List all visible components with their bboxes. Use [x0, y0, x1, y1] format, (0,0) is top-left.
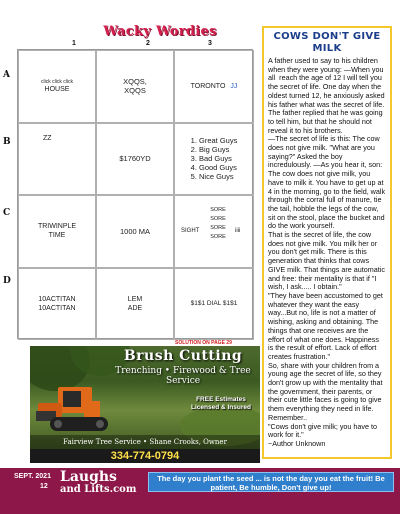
puzzle-a2-line1: XQQS,: [123, 77, 147, 87]
row-header-b: B: [3, 137, 11, 147]
puzzle-d1-line2: 10ACTITAN: [38, 304, 76, 312]
story-title: COWS DON'T GIVE MILK: [273, 31, 381, 54]
column-header-2: 2: [146, 40, 150, 47]
puzzle-c1: [18, 195, 96, 268]
puzzle-d2: [96, 268, 174, 341]
puzzle-b3-item: 5. Nice Guys: [190, 172, 234, 182]
story-box: [262, 26, 392, 459]
puzzle-d2-line1: LEM: [127, 295, 143, 303]
puzzle-a1-line1: click click click: [41, 78, 73, 85]
puzzle-d2-line2: ADE: [127, 304, 143, 312]
puzzle-c1-line1: TRIWINPLE: [37, 223, 77, 231]
puzzle-a1: [18, 50, 96, 123]
puzzle-b1-text: ZZ: [43, 134, 52, 142]
column-header-1: 1: [72, 40, 76, 47]
page-footer: [0, 468, 400, 514]
track-loader-icon: [36, 381, 116, 436]
puzzle-d3: [174, 268, 254, 341]
puzzle-a1-line2: HOUSE: [44, 85, 70, 93]
wacky-wordies-title: Wacky Wordies: [103, 24, 217, 39]
puzzle-b3-item: 1. Great Guys: [190, 136, 238, 146]
puzzle-c3: [174, 195, 254, 268]
puzzle-d1-line1: 10ACTITAN: [38, 295, 76, 303]
puzzle-d1: [18, 268, 96, 341]
ad-subtitle: Trenching • Firewood & Tree Service: [115, 366, 251, 386]
solution-note: SOLUTION ON PAGE 29: [175, 340, 232, 346]
ad-free-estimates: FREE Estimates Licensed & Insured: [191, 396, 251, 411]
footer-tagline: The day you plant the seed ... is not the day you eat the fruit! Be patient, Be humble, Don't give up!: [148, 472, 394, 492]
puzzle-a2: [96, 50, 174, 123]
ad-business-name: Fairview Tree Service • Shane Crooks, Owner: [30, 435, 260, 449]
puzzle-a3-text: TORONTO: [190, 82, 226, 90]
puzzle-b3-item: 4. Good Guys: [190, 163, 237, 173]
wacky-wordies-grid: [17, 49, 253, 339]
puzzle-c3-left: SIGHT: [181, 228, 200, 234]
puzzle-b3-item: 3. Bad Guys: [190, 154, 232, 164]
puzzle-c3-stack: [207, 206, 229, 242]
puzzle-b3-item: 2. Big Guys: [190, 145, 230, 155]
row-header-d: D: [3, 276, 11, 286]
column-header-3: 3: [208, 40, 212, 47]
brand-line2: and Lifts.com: [60, 484, 137, 495]
brush-cutting-ad[interactable]: [30, 346, 260, 463]
puzzle-c3-sore: SORE: [210, 234, 226, 240]
puzzle-a3: [174, 50, 254, 123]
puzzle-b3: [174, 123, 254, 196]
puzzle-c1-line2: TIME: [48, 232, 66, 240]
brand-logo[interactable]: [60, 470, 146, 495]
ad-phone[interactable]: 334-774-0794: [30, 449, 260, 463]
puzzle-c3-right: iiii: [235, 228, 241, 234]
row-header-c: C: [3, 208, 11, 218]
puzzle-b2: [96, 123, 174, 196]
puzzle-b3-list: [191, 136, 238, 181]
puzzle-c2: [96, 195, 174, 268]
story-body: A father used to say to his children when they were young: —When you all reach the age of 12 I will tell you the secret of life. One day when the oldest turned 12, he anxiously asked his father what was the secret of life. The father replied that he was going to tell him, but that he should not reveal it to his brothers. —The secret of life is this: The cow does not give milk. "What are you saying?" Asked the boy incredulously. —As you hear it, son: The cow does not give milk, you have to milk it. You have to get up at 4 in the morning, go to the field, walk through the corral full of manure, tie the tail, hobble the legs of the cow, sit on the stool, place the bucket and do the work yourself. That is the secret of life, the cow does not give milk. You milk her or you don't get milk. There is this generation that thinks that cows GIVE milk. That things are automatic and free: their mentality is that if "I wish, I ask..... I obtain." "They have been accustomed to get whatever they want the easy way...But no, life is not a matter of wishing, asking and obtaining. The things that one receives are the effort of what one does. Happiness is the result of effort. Lack of effort creates frustration." So, share with your children from a young age the secret of life, so they don't grow up with the mentality that the government, their parents, or their cute little faces is going to give them everything they need in life. Remember.. "Cows don't give milk; you have to work for it." ~Author Unknown: [268, 56, 386, 448]
row-header-a: A: [3, 70, 10, 80]
issue-date: SEPT. 2021: [14, 473, 51, 480]
puzzle-b2-text: $1760YD: [119, 154, 151, 164]
puzzle-c3-sore: SORE: [210, 225, 226, 231]
brand-line1: Laughs: [60, 469, 117, 485]
puzzle-d3-text: $1$1 DIAL $1$1: [190, 300, 238, 308]
ad-title: Brush Cutting: [123, 348, 243, 364]
puzzle-b1: [18, 123, 96, 196]
puzzle-a3-mark: JJ: [230, 82, 238, 90]
puzzle-c3-sore: SORE: [210, 207, 226, 213]
puzzle-c2-text: 1000 MA: [119, 226, 151, 236]
puzzle-c3-sore: SORE: [210, 216, 226, 222]
page-number: 12: [40, 483, 48, 490]
puzzle-a2-line2: XQQS: [124, 86, 146, 96]
puzzle-a3-content: [191, 82, 238, 91]
